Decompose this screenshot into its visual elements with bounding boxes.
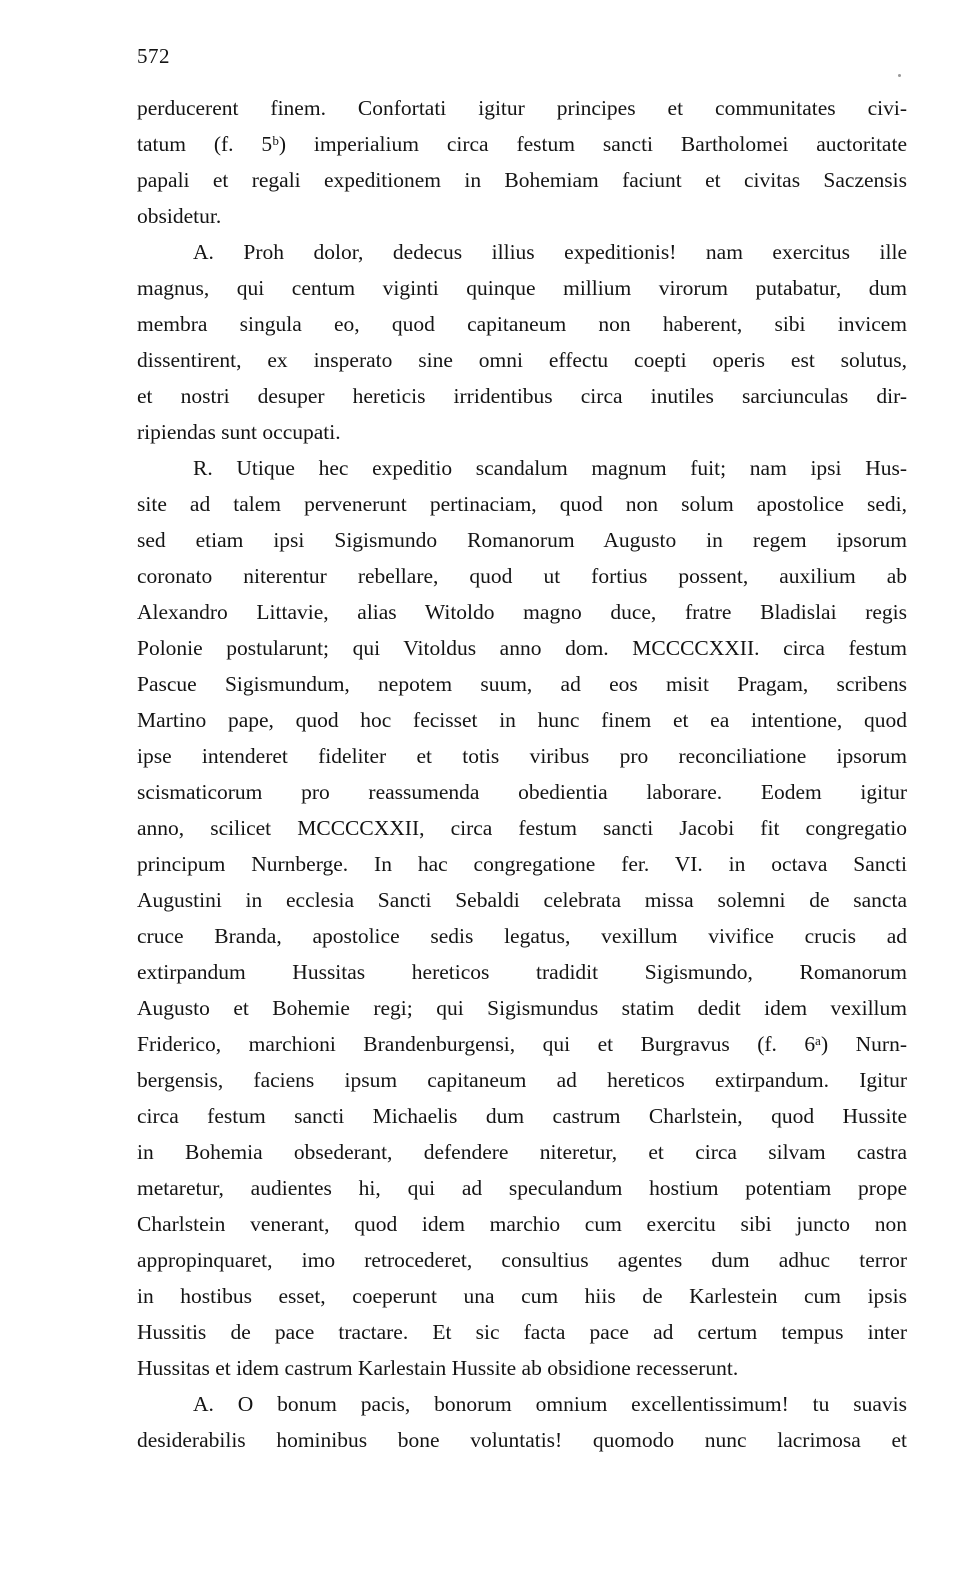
text-line: Augustini in ecclesia Sancti Sebaldi celebrata missa solemni de sancta — [137, 888, 907, 912]
print-speck — [898, 74, 901, 77]
paragraph-start-line: R. Utique hec expeditio scandalum magnum fuit; nam ipsi Hus- — [193, 456, 907, 480]
paragraph-start-line: A. Proh dolor, dedecus illius expeditionis! nam exercitus ille — [193, 240, 907, 264]
text-line: circa festum sancti Michaelis dum castrum Charlstein, quod Hussite — [137, 1104, 907, 1128]
text-line: cruce Branda, apostolice sedis legatus, vexillum vivifice crucis ad — [137, 924, 907, 948]
body-text — [137, 90, 907, 1458]
text-line: Pascue Sigismundum, nepotem suum, ad eos misit Pragam, scribens — [137, 672, 907, 696]
text-line: Polonie postularunt; qui Vitoldus anno dom. MCCCCXXII. circa festum — [137, 636, 907, 660]
text-line: Martino pape, quod hoc fecisset in hunc finem et ea intentione, quod — [137, 708, 907, 732]
text-line: scismaticorum pro reassumenda obedientia laborare. Eodem igitur — [137, 780, 907, 804]
text-line: anno, scilicet MCCCCXXII, circa festum sancti Jacobi fit congregatio — [137, 816, 907, 840]
text-line: appropinquaret, imo retrocederet, consultius agentes dum adhuc terror — [137, 1248, 907, 1272]
text-line: sed etiam ipsi Sigismundo Romanorum Augusto in regem ipsorum — [137, 528, 907, 552]
text-line: Hussitis de pace tractare. Et sic facta pace ad certum tempus inter — [137, 1320, 907, 1344]
text-line: perducerent finem. Confortati igitur principes et communitates civi- — [137, 96, 907, 120]
text-line: metaretur, audientes hi, qui ad speculandum hostium potentiam prope — [137, 1176, 907, 1200]
text-line: Friderico, marchioni Brandenburgensi, qui et Burgravus (f. 6ᵃ) Nurn- — [137, 1032, 907, 1056]
text-line: dissentirent, ex insperato sine omni effectu coepti operis est solutus, — [137, 348, 907, 372]
text-line: membra singula eo, quod capitaneum non haberent, sibi invicem — [137, 312, 907, 336]
text-line: Alexandro Littavie, alias Witoldo magno duce, fratre Bladislai regis — [137, 600, 907, 624]
paragraph-end-line: Hussitas et idem castrum Karlestain Hussite ab obsidione recesserunt. — [137, 1356, 739, 1380]
text-line: bergensis, faciens ipsum capitaneum ad hereticos extirpandum. Igitur — [137, 1068, 907, 1092]
text-line: principum Nurnberge. In hac congregatione fer. VI. in octava Sancti — [137, 852, 907, 876]
text-line: in Bohemia obsederant, defendere niteretur, et circa silvam castra — [137, 1140, 907, 1164]
paragraph-start-line: A. O bonum pacis, bonorum omnium excellentissimum! tu suavis — [193, 1392, 907, 1416]
text-line: et nostri desuper hereticis irridentibus circa inutiles sarciunculas dir- — [137, 384, 907, 408]
text-line: magnus, qui centum viginti quinque millium virorum putabatur, dum — [137, 276, 907, 300]
page-number: 572 — [137, 44, 170, 68]
text-line: Augusto et Bohemie regi; qui Sigismundus statim dedit idem vexillum — [137, 996, 907, 1020]
text-line: papali et regali expeditionem in Bohemiam faciunt et civitas Saczensis — [137, 168, 907, 192]
paragraph-end-line: obsidetur. — [137, 204, 222, 228]
text-line: Charlstein venerant, quod idem marchio cum exercitu sibi juncto non — [137, 1212, 907, 1236]
text-line: in hostibus esset, coeperunt una cum hiis de Karlestein cum ipsis — [137, 1284, 907, 1308]
text-line: coronato niterentur rebellare, quod ut fortius possent, auxilium ab — [137, 564, 907, 588]
text-line: extirpandum Hussitas hereticos tradidit Sigismundo, Romanorum — [137, 960, 907, 984]
text-line: tatum (f. 5ᵇ) imperialium circa festum sancti Bartholomei auctoritate — [137, 132, 907, 156]
text-line: ipse intenderet fideliter et totis viribus pro reconciliatione ipsorum — [137, 744, 907, 768]
text-line: desiderabilis hominibus bone voluntatis! quomodo nunc lacrimosa et — [137, 1428, 907, 1452]
paragraph-end-line: ripiendas sunt occupati. — [137, 420, 341, 444]
text-line: site ad talem pervenerunt pertinaciam, quod non solum apostolice sedi, — [137, 492, 907, 516]
